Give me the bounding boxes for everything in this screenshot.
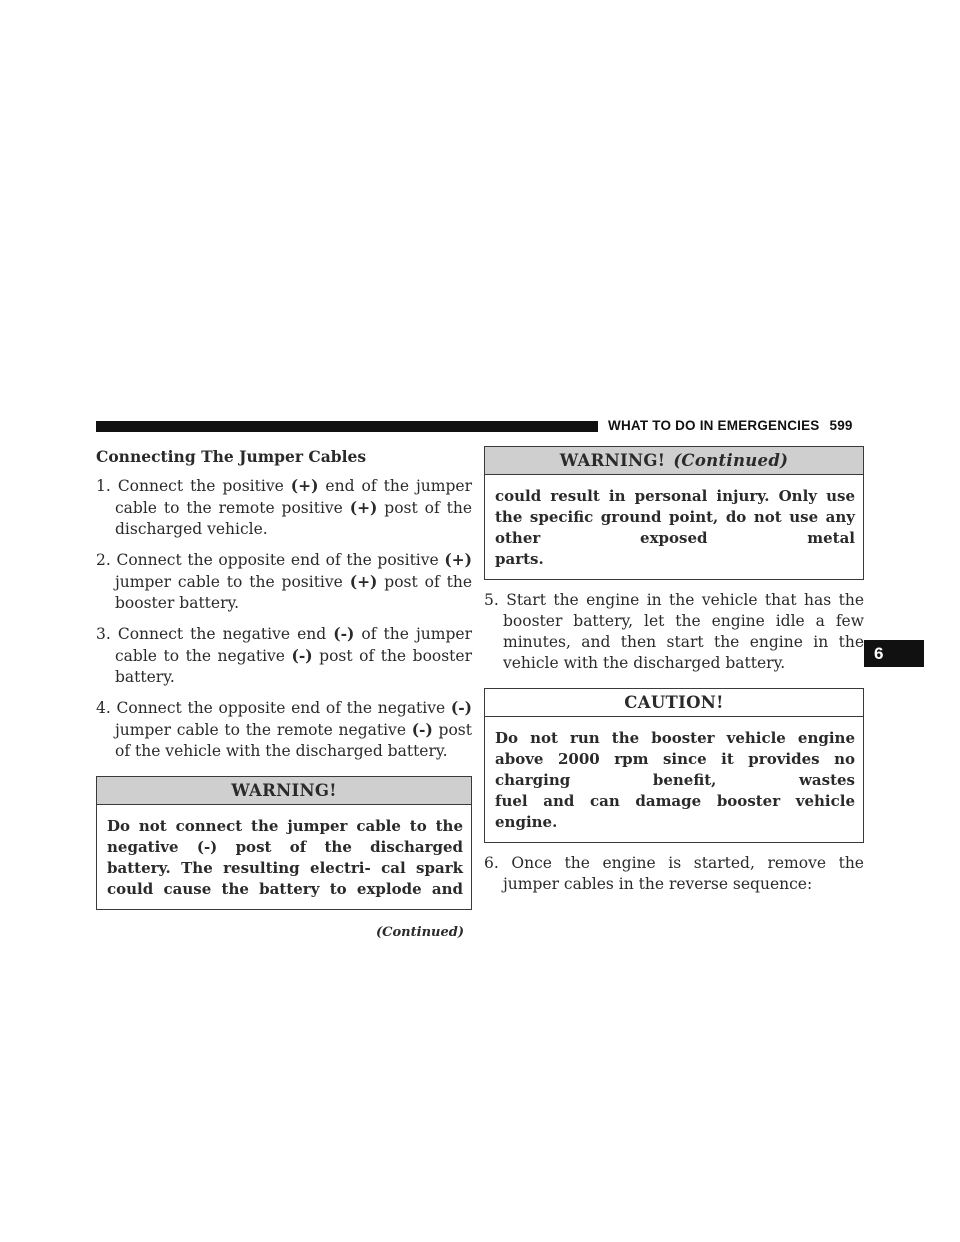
polarity-mark: (+) <box>444 550 472 569</box>
step-text: post of the discharged vehicle. <box>115 499 472 538</box>
step-1 <box>96 475 472 540</box>
warning-text-continued <box>485 475 863 579</box>
step-number: 4. <box>96 699 111 717</box>
warning-title: WARNING! <box>559 451 666 470</box>
right-column <box>484 446 864 904</box>
step-text: end of the jumper cable to the remote positive <box>115 477 472 517</box>
step-number: 6. <box>484 854 499 872</box>
section-title: WHAT TO DO IN EMERGENCIES <box>608 418 820 433</box>
step-text: post of the booster battery. <box>115 573 473 612</box>
warning-box-continued <box>484 446 864 580</box>
warning-box <box>96 776 472 910</box>
step-5 <box>484 590 864 674</box>
running-header <box>608 418 853 433</box>
warning-text-last: parts. <box>495 550 544 568</box>
step-text: Connect the positive <box>117 477 291 495</box>
left-column <box>96 446 472 943</box>
continued-label: (Continued) <box>673 451 789 470</box>
step-number: 3. <box>96 625 111 643</box>
polarity-mark: (-) <box>411 720 433 739</box>
page-number: 599 <box>829 418 853 433</box>
step-number: 1. <box>96 477 111 495</box>
polarity-mark: (-) <box>450 698 472 717</box>
warning-text: Do not connect the jumper cable to the negative (-) post of the discharged battery. The resulting electri- cal spark could cause the battery to explode and <box>107 817 463 898</box>
section-tab: 6 <box>864 640 924 667</box>
step-text: Connect the negative end <box>117 625 334 643</box>
continued-note: (Continued) <box>376 925 464 940</box>
polarity-mark: (+) <box>349 498 378 517</box>
step-number: 2. <box>96 551 111 569</box>
step-text: jumper cable to the positive <box>115 573 350 591</box>
caution-text-last: fuel and can damage booster vehicle engine. <box>495 792 855 831</box>
caution-box <box>484 688 864 843</box>
step-2 <box>96 549 472 614</box>
step-6 <box>484 853 864 895</box>
polarity-mark: (+) <box>349 572 378 591</box>
warning-title-continued <box>485 447 863 475</box>
section-heading: Connecting The Jumper Cables <box>96 447 367 466</box>
step-text: of the jumper cable to the negative <box>115 625 472 665</box>
step-text: post of the vehicle with the discharged battery. <box>115 721 472 760</box>
polarity-mark: (-) <box>333 624 355 643</box>
step-3 <box>96 623 472 688</box>
step-text: post of the booster battery. <box>115 647 472 686</box>
caution-text <box>485 717 863 842</box>
step-text: Connect the opposite end of the positive <box>116 551 445 569</box>
step-text: Once the engine is started, remove the jumper cables in the reverse sequence: <box>503 854 864 893</box>
step-text: Connect the opposite end of the negative <box>116 699 451 717</box>
header-rule <box>96 421 598 432</box>
caution-text-main: Do not run the booster vehicle engine above 2000 rpm since it provides no charging benefit, wastes <box>495 729 855 789</box>
polarity-mark: (+) <box>290 476 319 495</box>
step-text: Start the engine in the vehicle that has the booster battery, let the engine idle a few minutes, and then start the engine in the vehicle with the discharged battery. <box>503 591 864 672</box>
caution-title: CAUTION! <box>485 689 863 717</box>
step-4 <box>96 697 472 762</box>
warning-text: could result in personal injury. Only use the specific ground point, do not use any other exposed metal <box>495 487 855 547</box>
polarity-mark: (-) <box>291 646 313 665</box>
step-text: jumper cable to the remote negative <box>115 721 412 739</box>
step-number: 5. <box>484 591 499 609</box>
warning-title: WARNING! <box>97 777 471 805</box>
